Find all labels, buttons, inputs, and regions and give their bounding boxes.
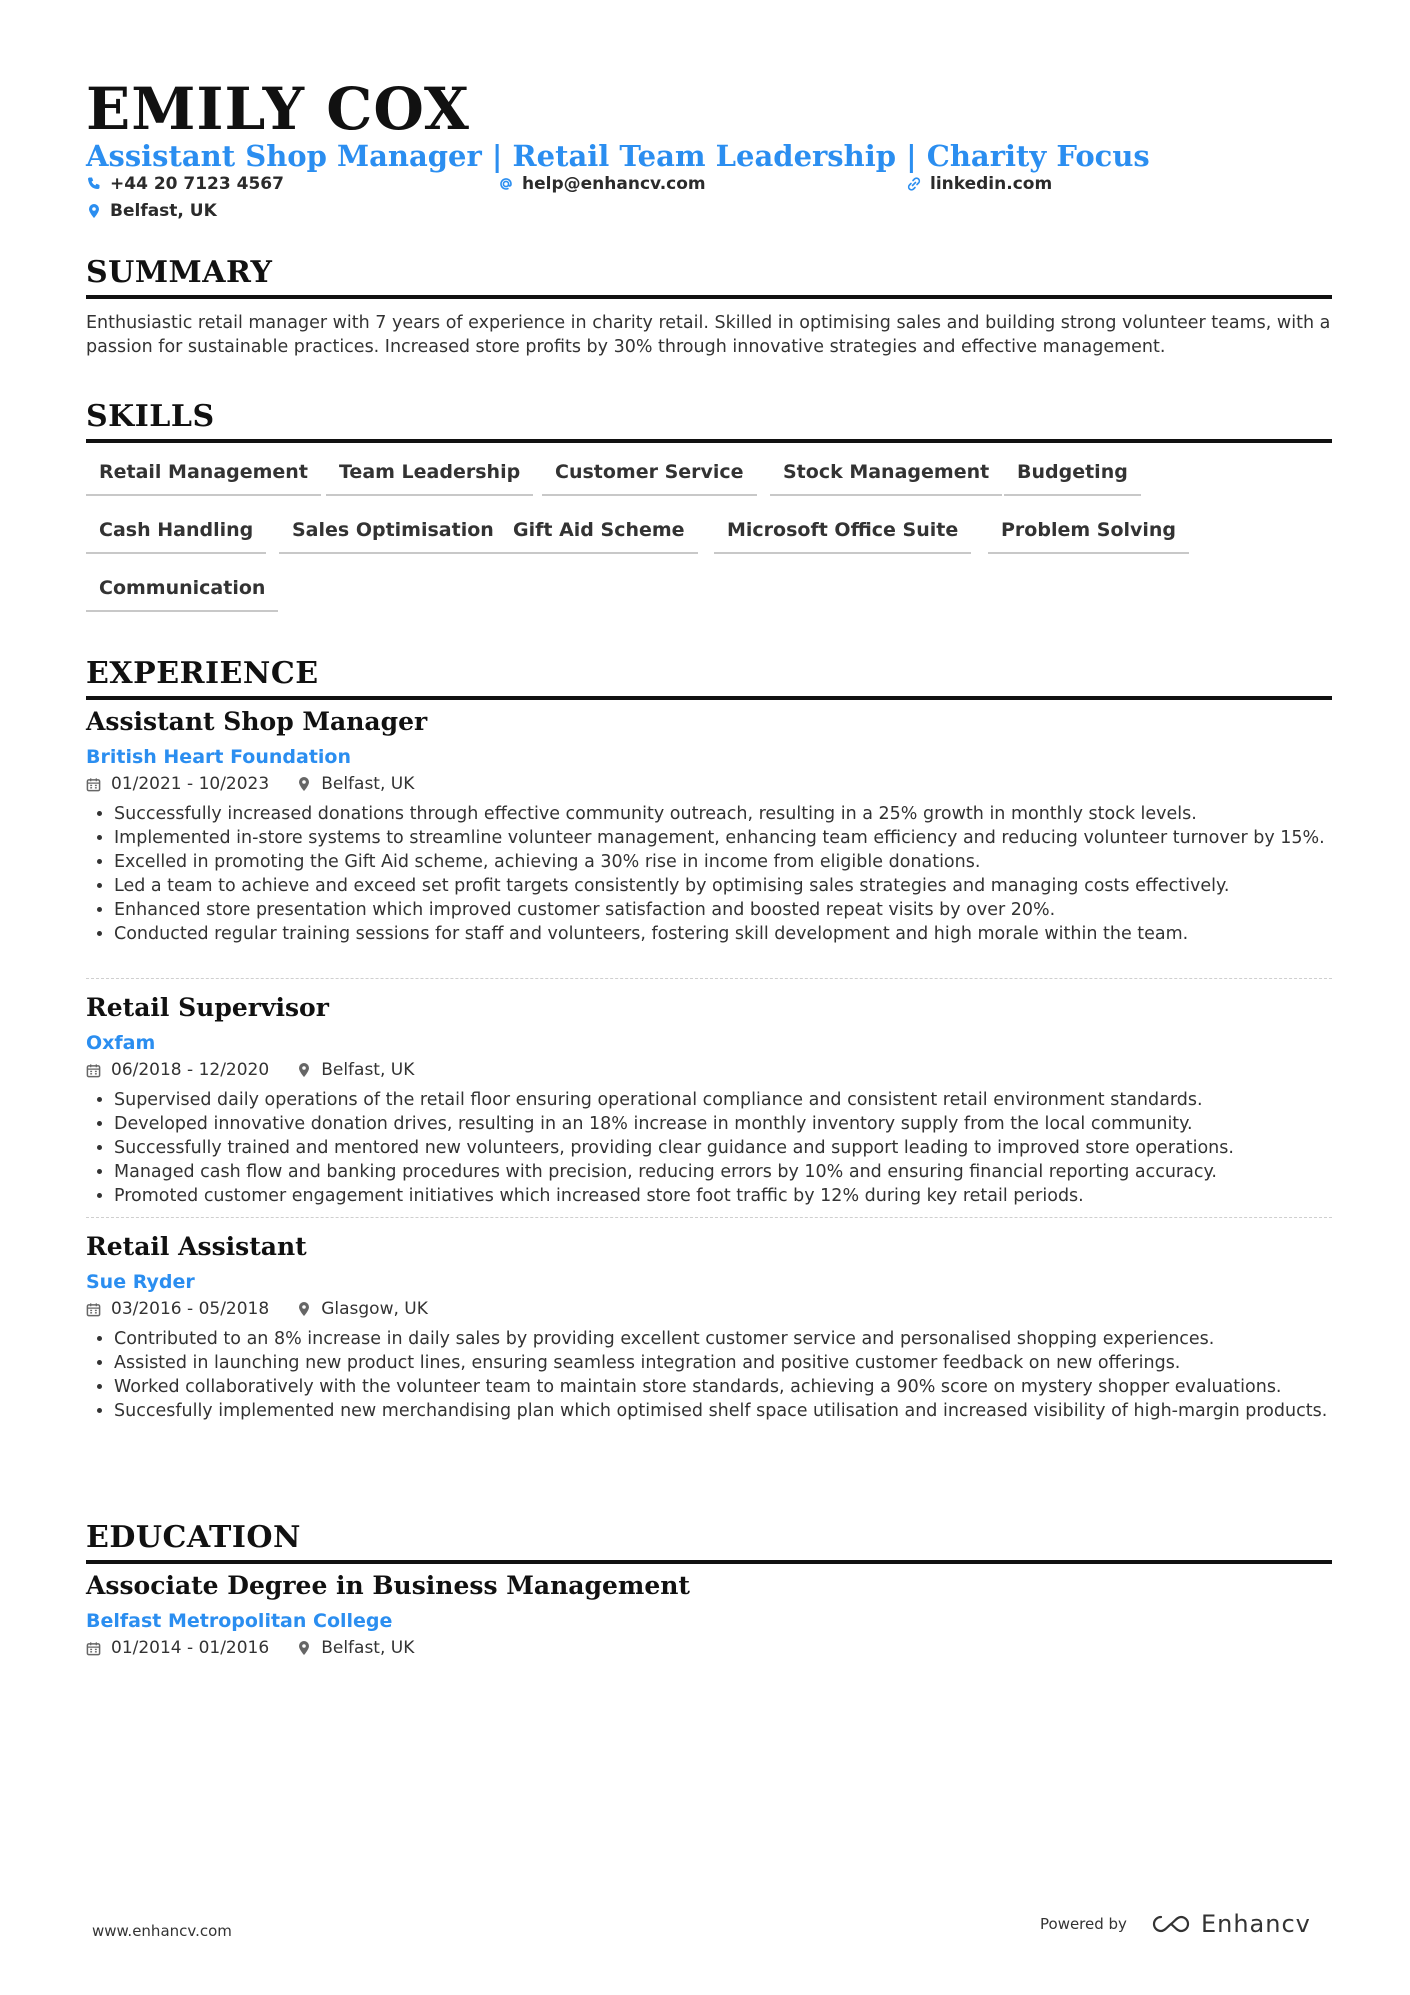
experience-entry: [86, 706, 1332, 946]
skill-tag: Stock Management: [770, 460, 1002, 496]
experience-heading: EXPERIENCE: [86, 657, 1332, 700]
skill-tag: Customer Service: [542, 460, 757, 496]
calendar-icon: [86, 777, 101, 792]
contact-linkedin[interactable]: [906, 174, 1052, 194]
school-name: Belfast Metropolitan College: [86, 1610, 393, 1632]
job-bullets: [86, 802, 1332, 946]
map-pin-icon: [297, 1301, 311, 1317]
skill-tag: Cash Handling: [86, 518, 266, 554]
calendar-icon: [86, 1302, 101, 1317]
job-dates: 03/2016 - 05/2018: [111, 1299, 270, 1319]
bullet-item: • Assisted in launching new product lines, ensuring seamless integration and positive customer feedback on new offerings.: [114, 1351, 1332, 1375]
job-bullets: [86, 1088, 1332, 1208]
bullet-item: • Managed cash flow and banking procedures with precision, reducing errors by 10% and ensuring financial reporting accuracy.: [114, 1160, 1332, 1184]
bullet-item: • Succesfully implemented new merchandising plan which optimised shelf space utilisation and increased visibility of high-margin products.: [114, 1399, 1332, 1423]
bullet-item: • Excelled in promoting the Gift Aid scheme, achieving a 30% rise in income from eligible donations.: [114, 850, 1332, 874]
candidate-name: EMILY COX: [86, 75, 470, 143]
brand-logo[interactable]: [1149, 1910, 1311, 1938]
skills-heading: SKILLS: [86, 400, 1332, 443]
job-location: Belfast, UK: [321, 1060, 415, 1080]
bullet-item: • Implemented in-store systems to streamline volunteer management, enhancing team efficiency and reducing volunteer turnover by 15%.: [114, 826, 1332, 850]
education-heading: EDUCATION: [86, 1521, 1332, 1564]
bullet-item: • Supervised daily operations of the retail floor ensuring operational compliance and consistent retail environment standards.: [114, 1088, 1332, 1112]
education-dates: 01/2014 - 01/2016: [111, 1638, 270, 1658]
calendar-icon: [86, 1063, 101, 1078]
map-pin-icon: [86, 203, 102, 219]
bullet-item: • Developed innovative donation drives, resulting in an 18% increase in monthly inventory supply from the local community.: [114, 1112, 1332, 1136]
powered-by-label: Powered by: [1040, 1915, 1127, 1933]
job-title: Assistant Shop Manager: [86, 707, 428, 736]
linkedin-text: linkedin.com: [930, 174, 1053, 194]
contact-phone[interactable]: [86, 174, 284, 194]
job-bullets: [86, 1327, 1332, 1423]
bullet-item: • Contributed to an 8% increase in daily sales by providing excellent customer service and personalised shopping experiences.: [114, 1327, 1332, 1351]
degree-title: Associate Degree in Business Management: [86, 1571, 690, 1600]
company-name: British Heart Foundation: [86, 746, 351, 768]
bullet-item: • Conducted regular training sessions for staff and volunteers, fostering skill development and high morale within the team.: [114, 922, 1332, 946]
skill-tag: Communication: [86, 576, 278, 612]
experience-entry: [86, 1231, 1332, 1423]
skill-tag: Gift Aid Scheme: [500, 518, 698, 554]
brand-name: Enhancv: [1200, 1910, 1311, 1938]
summary-text: Enthusiastic retail manager with 7 years of experience in charity retail. Skilled in optimising sales and building strong volunteer teams, with a passion for sustainable practices. Increased store profits by 30% through innovative strategies and effective management.: [86, 313, 1331, 357]
link-icon: [906, 176, 922, 192]
job-title: Retail Supervisor: [86, 993, 329, 1022]
job-meta: [86, 1059, 1332, 1081]
map-pin-icon: [297, 1640, 311, 1656]
phone-icon: [86, 176, 102, 192]
at-icon: [498, 176, 514, 192]
headline: Assistant Shop Manager | Retail Team Leadership | Charity Focus: [86, 139, 1150, 173]
bullet-item: • Successfully increased donations through effective community outreach, resulting in a 25% growth in monthly stock levels.: [114, 802, 1332, 826]
job-location: Glasgow, UK: [321, 1299, 428, 1319]
contact-email[interactable]: [498, 174, 706, 194]
company-name: Oxfam: [86, 1032, 156, 1054]
education-location: Belfast, UK: [321, 1638, 415, 1658]
bullet-item: • Successfully trained and mentored new volunteers, providing clear guidance and support leading to improved store operations.: [114, 1136, 1332, 1160]
bullet-item: • Promoted customer engagement initiatives which increased store foot traffic by 12% during key retail periods.: [114, 1184, 1332, 1208]
education-meta: [86, 1637, 1332, 1659]
skill-tag: Microsoft Office Suite: [714, 518, 971, 554]
enhancv-logo-icon: [1149, 1912, 1193, 1936]
bullet-item: • Worked collaboratively with the volunteer team to maintain store standards, achieving a 90% score on mystery shopper evaluations.: [114, 1375, 1332, 1399]
skill-tag: Budgeting: [1004, 460, 1141, 496]
experience-entry: [86, 992, 1332, 1208]
skill-tag: Sales Optimisation: [279, 518, 507, 554]
entry-divider: [86, 978, 1332, 979]
location-text: Belfast, UK: [110, 201, 217, 221]
phone-text: +44 20 7123 4567: [110, 174, 284, 194]
skill-tag: Problem Solving: [988, 518, 1189, 554]
calendar-icon: [86, 1641, 101, 1656]
bullet-item: • Enhanced store presentation which improved customer satisfaction and boosted repeat visits by over 20%.: [114, 898, 1332, 922]
job-title: Retail Assistant: [86, 1232, 307, 1261]
summary-heading: SUMMARY: [86, 256, 1332, 299]
company-name: Sue Ryder: [86, 1271, 195, 1293]
job-meta: [86, 773, 1332, 795]
job-dates: 06/2018 - 12/2020: [111, 1060, 270, 1080]
education-entry: [86, 1570, 1332, 1659]
job-location: Belfast, UK: [321, 774, 415, 794]
skill-tag: Team Leadership: [326, 460, 533, 496]
skill-tag: Retail Management: [86, 460, 321, 496]
footer-branding: [1040, 1910, 1311, 1938]
email-text: help@enhancv.com: [522, 174, 706, 194]
footer-website[interactable]: www.enhancv.com: [92, 1922, 232, 1940]
job-meta: [86, 1298, 1332, 1320]
map-pin-icon: [297, 776, 311, 792]
job-dates: 01/2021 - 10/2023: [111, 774, 270, 794]
entry-divider: [86, 1217, 1332, 1218]
map-pin-icon: [297, 1062, 311, 1078]
bullet-item: • Led a team to achieve and exceed set profit targets consistently by optimising sales strategies and managing costs effectively.: [114, 874, 1332, 898]
contact-location: [86, 201, 217, 221]
